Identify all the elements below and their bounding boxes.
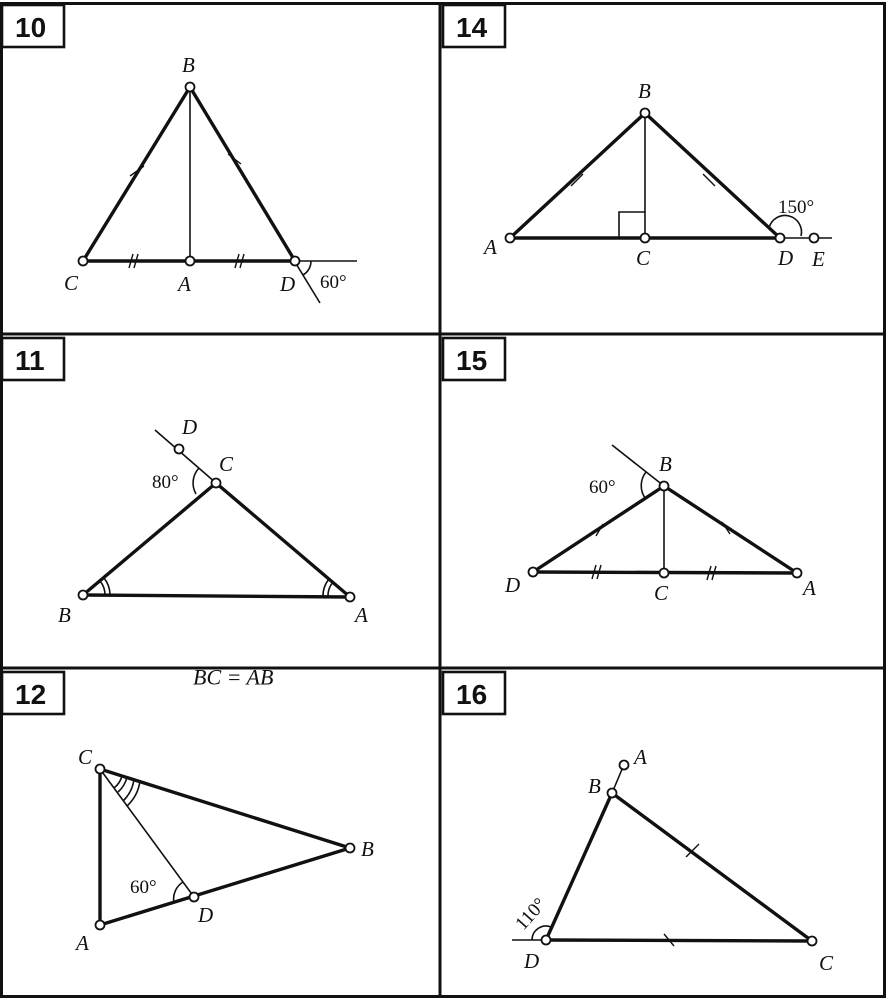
problem-number: 14 <box>456 12 488 43</box>
grid-frame <box>1 3 886 997</box>
point-label-b: B <box>58 603 71 627</box>
point-label-c: C <box>819 951 834 975</box>
angle-label: 60° <box>320 272 347 293</box>
point-label-d: D <box>778 246 794 270</box>
point-label-d: D <box>505 573 521 597</box>
problem-11 <box>2 338 368 627</box>
point-label-a: A <box>484 235 497 259</box>
point-label-c: C <box>78 745 93 769</box>
point-label-a: A <box>355 603 368 627</box>
figure-16 <box>512 761 817 947</box>
point-label-d: D <box>280 272 296 296</box>
problem-number: 10 <box>15 12 47 43</box>
problem-number: 16 <box>456 679 488 710</box>
condition-text: BC = AB <box>193 664 274 690</box>
angle-label: 60° <box>589 477 616 498</box>
figure-11 <box>79 430 355 602</box>
point-label-d: D <box>524 949 540 973</box>
figure-10 <box>79 83 358 304</box>
problem-15 <box>443 338 816 605</box>
problem-16 <box>443 672 834 975</box>
angle-label: 60° <box>130 877 157 898</box>
angle-label: 110° <box>511 894 551 935</box>
angle-label: 150° <box>778 197 815 218</box>
problem-10 <box>2 5 357 303</box>
point-label-b: B <box>361 837 374 861</box>
point-label-a: A <box>178 272 191 296</box>
point-label-a: A <box>634 745 647 769</box>
point-label-c: C <box>219 452 234 476</box>
point-label-a: A <box>803 576 816 600</box>
problem-12 <box>2 665 374 955</box>
point-label-b: B <box>182 53 195 77</box>
point-label-c: C <box>64 271 79 295</box>
figure-14 <box>506 109 833 243</box>
point-label-c: C <box>636 246 651 270</box>
point-label-d: D <box>182 415 198 439</box>
point-label-a: A <box>76 931 89 955</box>
point-label-b: B <box>588 774 601 798</box>
point-label-e: E <box>812 247 825 271</box>
point-label-b: B <box>659 452 672 476</box>
point-label-c: C <box>654 581 669 605</box>
point-label-b: B <box>638 79 651 103</box>
problem-number: 11 <box>15 345 45 376</box>
problem-number: 15 <box>456 345 488 376</box>
angle-label: 80° <box>152 472 179 493</box>
point-label-d: D <box>198 903 214 927</box>
problem-number: 12 <box>15 679 47 710</box>
figure-12 <box>96 765 355 930</box>
problem-14 <box>443 5 832 271</box>
